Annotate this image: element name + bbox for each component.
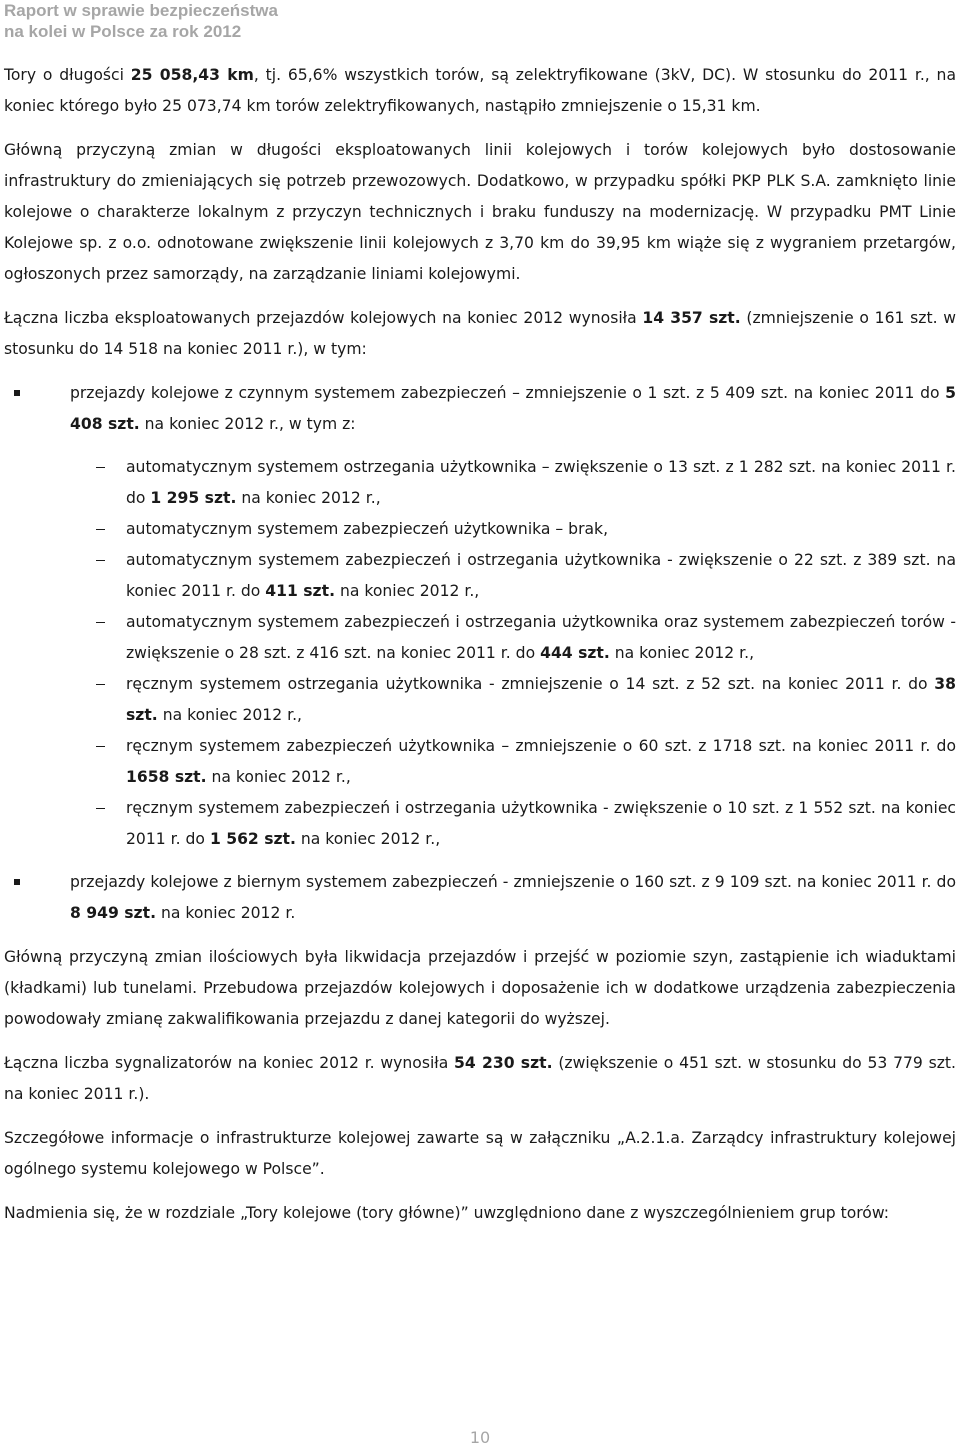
sublist-item: automatycznym systemem zabezpieczeń i ostrzegania użytkownika - zwiększenie o 22 szt. z 389 szt. na koniec 2011 r. do 411 szt. na koniec 2012 r., xyxy=(70,545,956,607)
paragraph-track-length: Tory o długości 25 058,43 km, tj. 65,6% wszystkich torów, są zelektryfikowane (3kV, DC). W stosunku do 2011 r., na koniec którego było 25 073,74 km torów zelektryfikowanych, nastąpiło zmniejszenie o 15,31 km. xyxy=(4,66,956,115)
sublist-item: automatycznym systemem zabezpieczeń użytkownika – brak, xyxy=(70,514,956,545)
sublist-item: ręcznym systemem zabezpieczeń użytkownika – zmniejszenie o 60 szt. z 1718 szt. na koniec 2011 r. do 1658 szt. na koniec 2012 r., xyxy=(70,731,956,793)
crossings-total-value: 14 357 szt. xyxy=(642,309,741,327)
list-item-passive-crossings: przejazdy kolejowe z biernym systemem zabezpieczeń - zmniejszenie o 160 szt. z 9 109 szt. na koniec 2011 r. do 8 949 szt. na koniec 2012 r. xyxy=(4,867,956,929)
sublist-item: automatycznym systemem ostrzegania użytkownika – zwiększenie o 13 szt. z 1 282 szt. na koniec 2011 r. do 1 295 szt. na koniec 2012 r., xyxy=(70,452,956,514)
paragraph-signals-total: Łączna liczba sygnalizatorów na koniec 2012 r. wynosiła 54 230 szt. (zwiększenie o 451 szt. w stosunku do 53 779 szt. na koniec 2011 r.). xyxy=(4,1054,956,1103)
crossings-list xyxy=(4,378,956,929)
header-title-line2: na kolei w Polsce za rok 2012 xyxy=(4,22,242,41)
signals-total-value: 54 230 szt. xyxy=(454,1054,553,1072)
paragraph-annex-reference: Szczegółowe informacje o infrastrukturze kolejowej zawarte są w załączniku „A.2.1.a. Zarządcy infrastruktury kolejowej ogólnego systemu kolejowego w Polsce”. xyxy=(4,1129,956,1178)
sublist-item: ręcznym systemem ostrzegania użytkownika - zmniejszenie o 14 szt. z 52 szt. na koniec 2011 r. do 38 szt. na koniec 2012 r., xyxy=(70,669,956,731)
report-header xyxy=(4,0,364,42)
paragraph-changes-reason: Główną przyczyną zmian w długości eksploatowanych linii kolejowych i torów kolejowych było dostosowanie infrastruktury do zmieniających się potrzeb przewozowych. Dodatkowo, w przypadku spółki PKP PLK S.A. zamknięto linie kolejowe o charakterze lokalnym z przyczyn technicznych i braku funduszy na modernizację. W przypadku PMT Linie Kolejowe sp. z o.o. odnotowane zwiększenie linii kolejowych z 3,70 km do 39,95 km wiąże się z wygraniem przetargów, ogłoszonych przez samorządy, na zarządzanie liniami kolejowymi. xyxy=(4,141,956,283)
paragraph-quantity-changes-reason: Główną przyczyną zmian ilościowych była likwidacja przejazdów i przejść w poziomie szyn, zastąpienie ich wiaduktami (kładkami) lub tunelami. Przebudowa przejazdów kolejowych i doposażenie ich w dodatkowe urządzenia zabezpieczenia powodowały zmianę zakwalifikowania przejazdu z danej kategorii do wyższej. xyxy=(4,948,956,1028)
sublist-item: automatycznym systemem zabezpieczeń i ostrzegania użytkownika oraz systemem zabezpieczeń torów -zwiększenie o 28 szt. z 416 szt. na koniec 2011 r. do 444 szt. na koniec 2012 r., xyxy=(70,607,956,669)
track-length-value: 25 058,43 km xyxy=(130,66,254,84)
document-body xyxy=(4,60,956,1242)
paragraph-track-groups-note: Nadmienia się, że w rozdziale „Tory kolejowe (tory główne)” uwzględniono dane z wyszczególnieniem grup torów: xyxy=(4,1204,889,1222)
page-number: 10 xyxy=(469,1428,491,1447)
list-item-active-crossings: przejazdy kolejowe z czynnym systemem zabezpieczeń – zmniejszenie o 1 szt. z 5 409 szt. na koniec 2011 do 5 408 szt. na koniec 2012 r., w tym z: automatycznym systemem ostrzegania użytkownika – zwiększenie o 13 szt. z 1 282 szt. na koniec 2011 r. do 1 295 szt. na koniec 2012 r., automatycznym systemem zabezpieczeń użytkownika – brak, automatycznym systemem zabezpieczeń i ostrzegania użytkownika - zwiększenie o 22 szt. z 389 szt. na koniec 2011 r. do 411 szt. na koniec 2012 r., automatycznym systemem zabezpieczeń i ostrzegania użytkownika oraz systemem zabezpieczeń torów -zwiększenie o 28 szt. z 416 szt. na koniec 2011 r. do 444 szt. na koniec 2012 r., ręcznym systemem ostrzegania użytkownika - zmniejszenie o 14 szt. z 52 szt. na koniec 2011 r. do 38 szt. na koniec 2012 r., ręcznym systemem zabezpieczeń użytkownika – zmniejszenie o 60 szt. z 1718 szt. na koniec 2011 r. do 1658 szt. na koniec 2012 r., ręcznym systemem zabezpieczeń i ostrzegania użytkownika - zwiększenie o 10 szt. z 1 552 szt. na koniec 2011 r. do 1 562 szt. na koniec 2012 r., xyxy=(4,378,956,855)
header-title-line1: Raport w sprawie bezpieczeństwa xyxy=(4,1,278,20)
sublist-item: ręcznym systemem zabezpieczeń i ostrzegania użytkownika - zwiększenie o 10 szt. z 1 552 szt. na koniec 2011 r. do 1 562 szt. na koniec 2012 r., xyxy=(70,793,956,855)
active-crossings-sublist xyxy=(70,452,956,855)
paragraph-crossings-total: Łączna liczba eksploatowanych przejazdów kolejowych na koniec 2012 wynosiła 14 357 szt. (zmniejszenie o 161 szt. w stosunku do 14 518 na koniec 2011 r.), w tym: xyxy=(4,309,956,358)
